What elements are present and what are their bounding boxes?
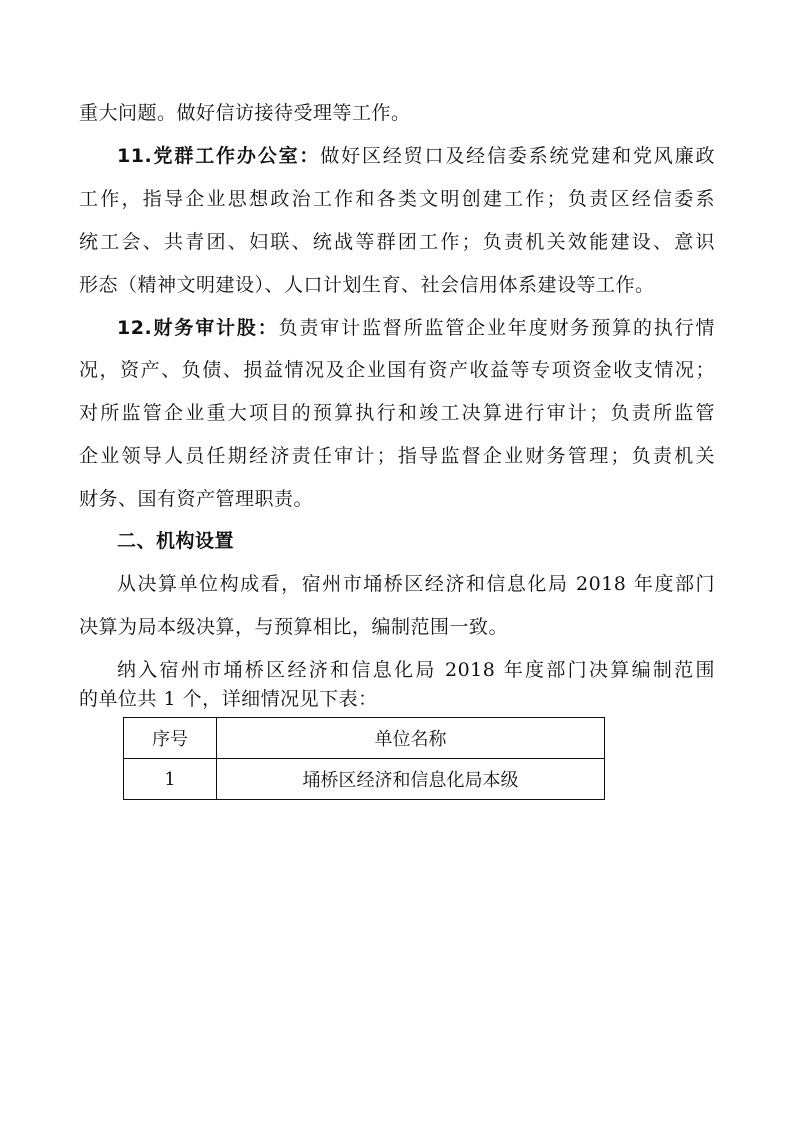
paragraph-11-line-3 [79, 229, 715, 255]
section-heading-text: 二、机构设置 [117, 530, 235, 552]
paragraph-12-line-2 [79, 357, 715, 383]
paragraph-text: 负责审计监督所监管企业年度财务预算的执行情 [278, 317, 715, 339]
paragraph-11-line-4 [79, 272, 715, 298]
paragraph-text: 工作，指导企业思想政治工作和各类文明创建工作；负责区经信委系 [79, 188, 715, 210]
paragraph-text: 财务、国有资产管理职责。 [79, 488, 314, 510]
paragraph-11-line-1 [117, 143, 715, 169]
paragraph-12-label: 12.财务审计股： [117, 317, 279, 339]
paragraph-text: 做好区经贸口及经信委系统党建和党风廉政 [320, 145, 715, 167]
paragraph-11-line-2 [79, 186, 715, 212]
cell-serial-number: 1 [124, 759, 217, 800]
paragraph-text: 从决算单位构成看，宿州市埇桥区经济和信息化局 2018 年度部门 [117, 573, 715, 595]
paragraph-11-label: 11.党群工作办公室： [117, 145, 321, 167]
paragraph-text: 的单位共 1 个，详细情况见下表： [79, 688, 378, 710]
paragraph-text: 对所监管企业重大项目的预算执行和竣工决算进行审计；负责所监管 [79, 402, 715, 424]
paragraph-text: 企业领导人员任期经济责任审计；指导监督企业财务管理；负责机关 [79, 445, 715, 467]
paragraph-12-line-4 [79, 443, 715, 469]
paragraph-text: 形态（精神文明建设）、人口计划生育、社会信用体系建设等工作。 [79, 274, 655, 296]
section-2-line-3 [117, 657, 715, 683]
paragraph-line [79, 100, 715, 126]
paragraph-text: 决算为局本级决算，与预算相比，编制范围一致。 [79, 616, 509, 638]
header-unit-name: 单位名称 [217, 718, 605, 759]
paragraph-12-line-5 [79, 486, 715, 512]
paragraph-12-line-3 [79, 400, 715, 426]
paragraph-text: 况，资产、负债、损益情况及企业国有资产收益等专项资金收支情况； [79, 359, 715, 381]
section-2-line-2 [79, 614, 715, 640]
section-2-line-4 [79, 686, 715, 712]
paragraph-text: 纳入宿州市埇桥区经济和信息化局 2018 年度部门决算编制范围 [117, 659, 715, 681]
paragraph-12-line-1 [117, 315, 715, 341]
table-row [124, 759, 605, 800]
paragraph-text: 统工会、共青团、妇联、统战等群团工作；负责机关效能建设、意识 [79, 231, 715, 253]
header-serial-number: 序号 [124, 718, 217, 759]
section-2-line-1 [117, 571, 715, 597]
table-header-row [124, 718, 605, 759]
paragraph-text: 重大问题。做好信访接待受理等工作。 [79, 102, 411, 124]
section-heading [117, 528, 715, 554]
cell-unit-name: 埇桥区经济和信息化局本级 [217, 759, 605, 800]
unit-table [123, 717, 605, 800]
